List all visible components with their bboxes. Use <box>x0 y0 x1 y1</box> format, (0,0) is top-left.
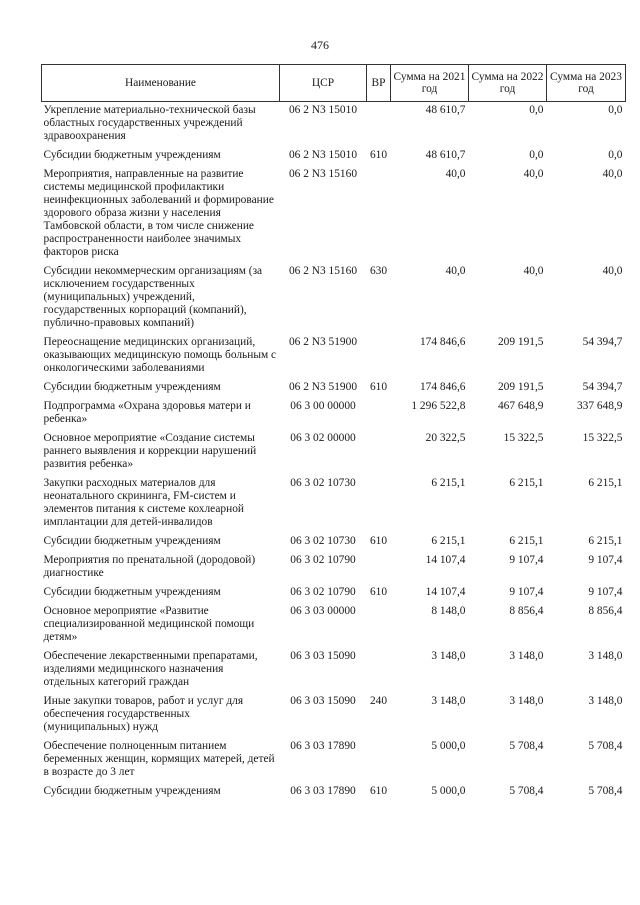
page-number: 476 <box>311 38 329 52</box>
cell-sum-2021: 5 000,0 <box>431 785 466 797</box>
cell-name: Мероприятия по пренатальной (дородовой) диагностике <box>43 554 256 579</box>
cell-sum-2023: 337 648,9 <box>576 400 623 412</box>
header-sum-2022: Сумма на 2022 год <box>469 65 547 102</box>
cell-name: Субсидии бюджетным учреждениям <box>43 586 221 598</box>
table-row <box>42 552 626 584</box>
cell-sum-2021: 6 215,1 <box>431 535 466 547</box>
cell-name: Мероприятия, направленные на развитие системы медицинской профилактики неинфекционных заболеваний и формирование здорового образа жизни у населения Тамбовской области, в том числе снижение распространенности наиболее значимых факторов риска <box>43 168 274 258</box>
cell-sum-2023: 40,0 <box>602 265 623 277</box>
cell-sum-2023: 6 215,1 <box>588 477 623 489</box>
cell-name: Иные закупки товаров, работ и услуг для обеспечения государственных (муниципальных) нужд <box>43 695 244 733</box>
table-row <box>42 648 626 693</box>
cell-sum-2022: 9 107,4 <box>509 554 544 566</box>
cell-sum-2022: 15 322,5 <box>503 432 544 444</box>
table-row <box>42 738 626 783</box>
cell-name: Подпрограмма «Охрана здоровья матери и ребенка» <box>43 400 251 425</box>
cell-name: Обеспечение лекарственными препаратами, изделиями медицинского назначения отдельных категорий граждан <box>43 650 258 688</box>
cell-vr <box>367 166 391 263</box>
cell-vr <box>367 102 391 148</box>
table-header-row <box>42 65 626 102</box>
table-body <box>42 102 626 803</box>
header-csr: ЦСР <box>280 65 367 102</box>
cell-csr: 06 2 N3 15160 <box>288 265 358 277</box>
cell-name: Субсидии бюджетным учреждениям <box>43 381 221 393</box>
cell-sum-2021: 3 148,0 <box>431 650 466 662</box>
cell-name: Основное мероприятие «Создание системы раннего выявления и коррекции нарушений развития ребенка» <box>43 432 257 470</box>
table-row <box>42 166 626 263</box>
cell-csr: 06 2 N3 15010 <box>288 149 358 161</box>
cell-vr: 610 <box>369 381 388 393</box>
cell-vr: 240 <box>369 695 388 707</box>
cell-vr: 610 <box>369 785 388 797</box>
table-row <box>42 584 626 603</box>
cell-sum-2022: 40,0 <box>523 168 544 180</box>
cell-sum-2021: 48 610,7 <box>425 149 466 161</box>
cell-sum-2022: 5 708,4 <box>509 785 544 797</box>
cell-sum-2022: 3 148,0 <box>509 650 544 662</box>
cell-csr: 06 2 N3 15160 <box>288 168 358 180</box>
budget-table <box>41 64 626 802</box>
cell-sum-2021: 5 000,0 <box>431 740 466 752</box>
cell-csr: 06 3 02 10730 <box>290 477 356 489</box>
cell-sum-2022: 0,0 <box>529 104 544 116</box>
table-row <box>42 398 626 430</box>
cell-vr <box>367 430 391 475</box>
cell-name: Субсидии бюджетным учреждениям <box>43 785 221 797</box>
table-row <box>42 334 626 379</box>
cell-name: Переоснащение медицинских организаций, оказывающих медицинскую помощь больным с онкологическими заболеваниями <box>43 336 277 374</box>
cell-sum-2022: 5 708,4 <box>509 740 544 752</box>
cell-csr: 06 3 03 15090 <box>290 650 356 662</box>
cell-sum-2022: 467 648,9 <box>497 400 544 412</box>
cell-name: Субсидии бюджетным учреждениям <box>43 149 221 161</box>
table-row <box>42 147 626 166</box>
cell-name: Субсидии бюджетным учреждениям <box>43 535 221 547</box>
cell-csr: 06 2 N3 51900 <box>288 381 358 393</box>
cell-sum-2022: 40,0 <box>523 265 544 277</box>
cell-csr: 06 3 02 10730 <box>290 535 356 547</box>
cell-vr: 610 <box>369 535 388 547</box>
cell-sum-2023: 0,0 <box>608 104 623 116</box>
cell-csr: 06 3 02 10790 <box>290 554 356 566</box>
header-name: Наименование <box>42 65 280 102</box>
cell-sum-2022: 8 856,4 <box>509 605 544 617</box>
cell-sum-2022: 9 107,4 <box>509 586 544 598</box>
cell-sum-2021: 14 107,4 <box>425 586 466 598</box>
cell-sum-2022: 209 191,5 <box>497 336 544 348</box>
cell-name: Укрепление материально-технической базы областных государственных учреждений здравоохранения <box>43 104 256 142</box>
cell-vr <box>367 398 391 430</box>
cell-sum-2021: 40,0 <box>445 168 466 180</box>
cell-sum-2023: 3 148,0 <box>588 695 623 707</box>
cell-sum-2021: 6 215,1 <box>431 477 466 489</box>
table-row <box>42 430 626 475</box>
cell-sum-2023: 3 148,0 <box>588 650 623 662</box>
cell-csr: 06 2 N3 51900 <box>288 336 358 348</box>
cell-vr: 610 <box>369 149 388 161</box>
table-row <box>42 263 626 334</box>
table-row <box>42 533 626 552</box>
table-row <box>42 379 626 398</box>
cell-csr: 06 3 02 10790 <box>290 586 356 598</box>
cell-csr: 06 3 03 15090 <box>290 695 356 707</box>
cell-sum-2022: 6 215,1 <box>509 535 544 547</box>
cell-name: Основное мероприятие «Развитие специализированной медицинской помощи детям» <box>43 605 255 643</box>
cell-sum-2023: 54 394,7 <box>582 381 623 393</box>
table-row <box>42 783 626 802</box>
cell-sum-2021: 8 148,0 <box>431 605 466 617</box>
cell-sum-2023: 54 394,7 <box>582 336 623 348</box>
cell-sum-2023: 0,0 <box>608 149 623 161</box>
cell-name: Закупки расходных материалов для неонатального скрининга, FM-систем и элементов питания к системе кохлеарной имплантации для детей-инвалидов <box>43 477 244 528</box>
cell-vr <box>367 738 391 783</box>
cell-sum-2023: 8 856,4 <box>588 605 623 617</box>
cell-csr: 06 3 00 00000 <box>290 400 356 412</box>
cell-sum-2021: 20 322,5 <box>425 432 466 444</box>
cell-sum-2021: 14 107,4 <box>425 554 466 566</box>
cell-sum-2021: 174 846,6 <box>419 336 466 348</box>
cell-csr: 06 3 03 17890 <box>290 740 356 752</box>
cell-vr <box>367 475 391 533</box>
header-vr: ВР <box>367 65 391 102</box>
cell-sum-2023: 6 215,1 <box>588 535 623 547</box>
table-row <box>42 603 626 648</box>
cell-csr: 06 3 03 17890 <box>290 785 356 797</box>
cell-sum-2021: 3 148,0 <box>431 695 466 707</box>
cell-sum-2023: 9 107,4 <box>588 586 623 598</box>
cell-sum-2021: 174 846,6 <box>419 381 466 393</box>
table-row <box>42 693 626 738</box>
cell-vr <box>367 334 391 379</box>
cell-csr: 06 3 03 00000 <box>290 605 356 617</box>
cell-sum-2021: 48 610,7 <box>425 104 466 116</box>
cell-vr <box>367 603 391 648</box>
cell-sum-2021: 1 296 522,8 <box>411 400 466 412</box>
cell-vr: 610 <box>369 586 388 598</box>
cell-sum-2023: 5 708,4 <box>588 740 623 752</box>
cell-sum-2022: 0,0 <box>529 149 544 161</box>
cell-csr: 06 2 N3 15010 <box>288 104 358 116</box>
cell-sum-2023: 9 107,4 <box>588 554 623 566</box>
cell-name: Обеспечение полноценным питанием беременных женщин, кормящих матерей, детей в возрасте до 3 лет <box>43 740 275 778</box>
cell-sum-2022: 3 148,0 <box>509 695 544 707</box>
header-sum-2023: Сумма на 2023 год <box>547 65 626 102</box>
cell-sum-2023: 5 708,4 <box>588 785 623 797</box>
table-row <box>42 475 626 533</box>
cell-sum-2022: 209 191,5 <box>497 381 544 393</box>
cell-csr: 06 3 02 00000 <box>290 432 356 444</box>
header-sum-2021: Сумма на 2021 год <box>391 65 469 102</box>
table-row <box>42 102 626 148</box>
cell-vr <box>367 648 391 693</box>
cell-sum-2023: 15 322,5 <box>582 432 623 444</box>
cell-vr <box>367 552 391 584</box>
cell-sum-2021: 40,0 <box>445 265 466 277</box>
cell-sum-2023: 40,0 <box>602 168 623 180</box>
cell-name: Субсидии некоммерческим организациям (за исключением государственных (муниципальных) учреждений, государственных корпораций (компаний), публично-правовых компаний) <box>43 265 263 329</box>
cell-vr: 630 <box>369 265 388 277</box>
cell-sum-2022: 6 215,1 <box>509 477 544 489</box>
